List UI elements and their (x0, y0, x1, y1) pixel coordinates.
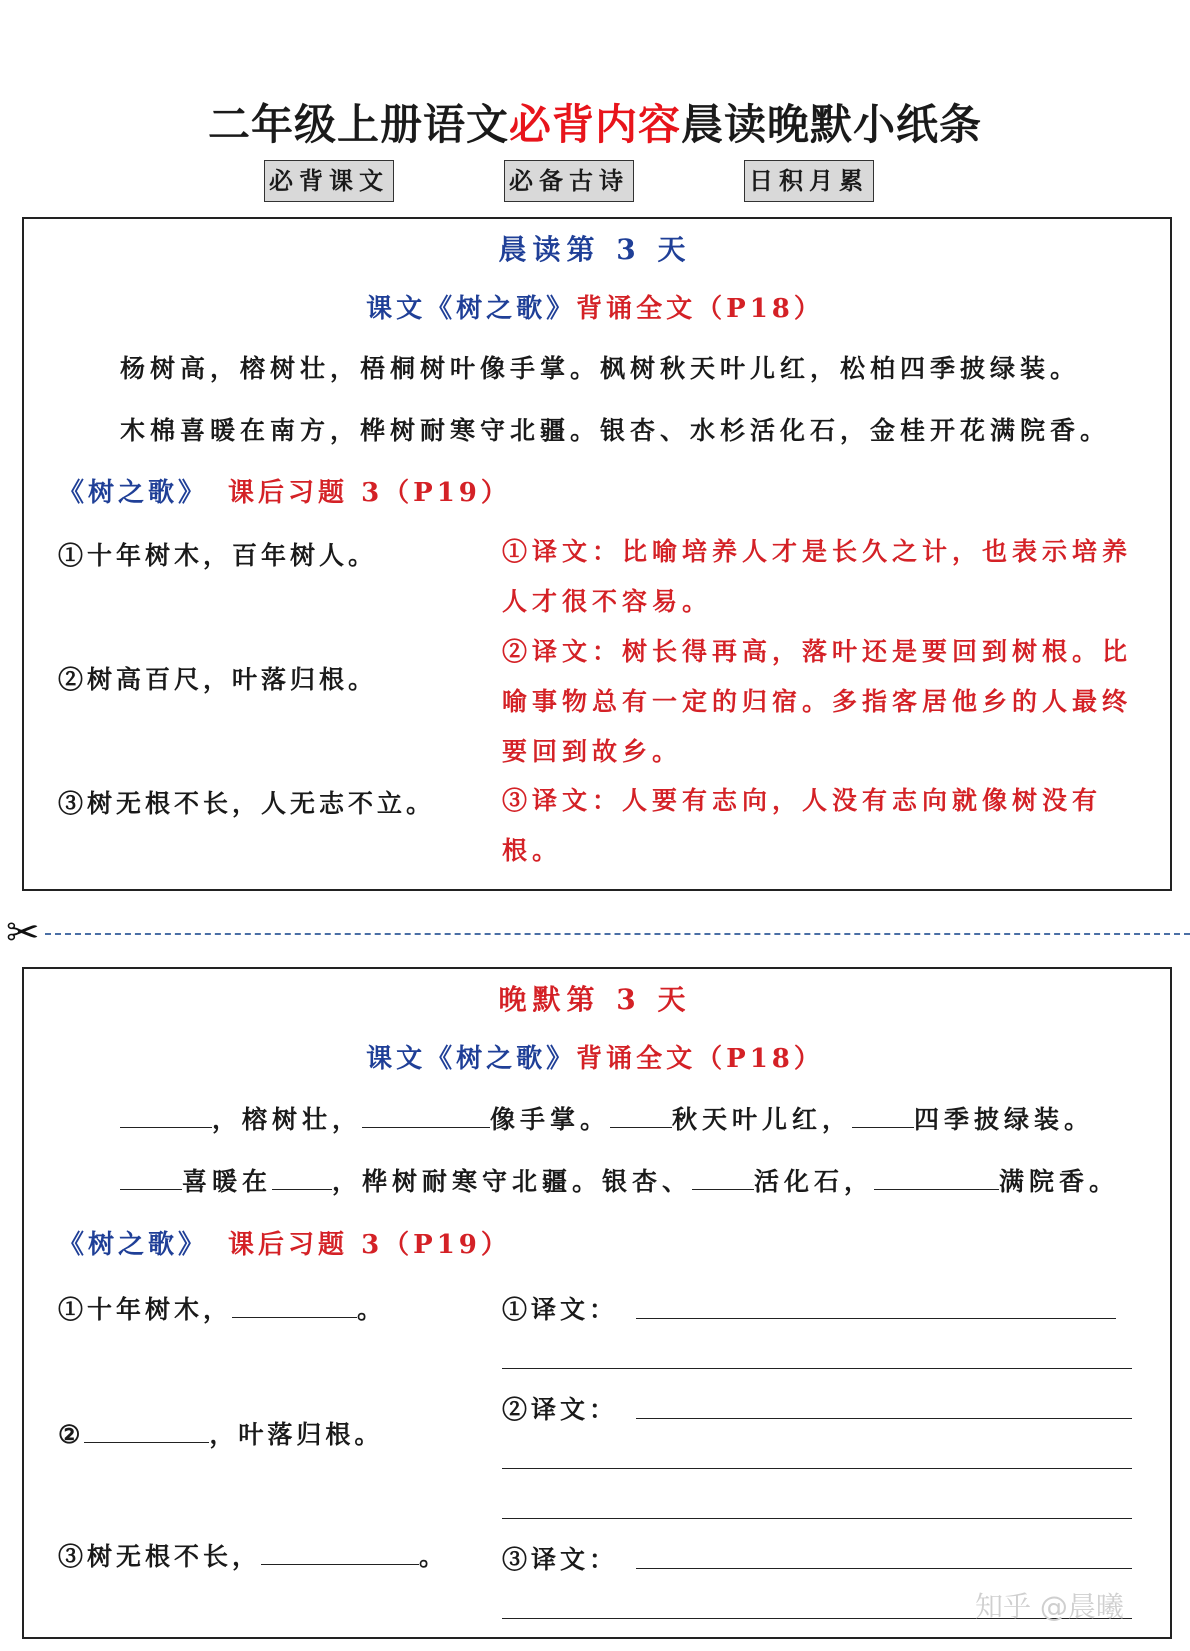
text-segment: 四季披绿装。 (914, 1105, 1095, 1134)
blank[interactable] (852, 1103, 914, 1128)
morning-heading: 晨读第 3 天 (498, 233, 692, 266)
text-segment: 喜暖在 (182, 1167, 273, 1196)
proverb-1: ①十年树木，百年树人。 (58, 541, 378, 570)
watermark: 知乎 @晨曦 (975, 1590, 1124, 1623)
question-2 (58, 1415, 383, 1451)
evening-exercise-title (58, 1224, 511, 1261)
poem-line-1: 杨树高，榕树壮，梧桐树叶像手掌。枫树秋天叶儿红，松柏四季披绿装。 (120, 354, 1081, 383)
scissors-icon: ✂ (6, 910, 40, 956)
translation-line[interactable] (502, 1468, 1132, 1469)
lesson-name: 课文《树之歌》 (366, 294, 577, 324)
translation-line[interactable] (502, 1368, 1132, 1369)
proverb-1-translation: ①译文：比喻培养人才是长久之计，也表示培养人才很不容易。 (502, 537, 1133, 616)
exercise-lesson: 《树之歌》 (58, 1230, 209, 1260)
translation-1-label: ①译文： (502, 1295, 619, 1324)
answer-blank[interactable] (232, 1293, 357, 1318)
blank[interactable] (120, 1165, 182, 1190)
poem-line-2: 木棉喜暖在南方，桦树耐寒守北疆。银杏、水杉活化石，金桂开花满院香。 (120, 416, 1111, 445)
answer-blank[interactable] (84, 1418, 209, 1443)
question-text: ③树无根不长， (58, 1542, 262, 1571)
lesson-instruction: 背诵全文（P18） (576, 1044, 824, 1074)
question-text: ，叶落归根。 (209, 1420, 384, 1449)
dictation-line-2 (120, 1162, 1119, 1198)
question-text: 。 (419, 1542, 449, 1571)
blank[interactable] (692, 1165, 754, 1190)
translation-line[interactable] (636, 1318, 1116, 1319)
title-part3: 晨读晚默小纸条 (681, 100, 983, 149)
question-text: 。 (357, 1295, 387, 1324)
answer-blank[interactable] (261, 1540, 419, 1565)
cut-line (45, 933, 1190, 935)
translation-line[interactable] (636, 1568, 1132, 1569)
proverb-3-translation: ③译文：人要有志向，人没有志向就像树没有根。 (502, 786, 1103, 865)
blank[interactable] (272, 1165, 332, 1190)
evening-lesson-title (22, 1038, 1168, 1075)
exercise-label: 课后习题 3（P19） (228, 478, 511, 508)
question-text: ①十年树木， (58, 1295, 233, 1324)
question-3 (58, 1537, 448, 1573)
tag-required-texts: 必背课文 (264, 160, 394, 202)
title-highlight: 必背内容 (508, 100, 681, 149)
title-part1: 二年级上册语文 (207, 100, 509, 149)
lesson-instruction: 背诵全文（P18） (576, 294, 824, 324)
translation-2-label: ②译文： (502, 1395, 619, 1424)
proverb-2-translation: ②译文：树长得再高，落叶还是要回到树根。比喻事物总有一定的归宿。多指客居他乡的人最终要回到故乡。 (502, 637, 1133, 766)
question-1 (58, 1290, 386, 1326)
translation-3-label: ③译文： (502, 1545, 619, 1574)
text-segment: ，榕树壮， (212, 1105, 363, 1134)
text-segment: 像手掌。 (490, 1105, 611, 1134)
evening-heading: 晚默第 3 天 (498, 983, 692, 1016)
morning-lesson-title (22, 288, 1168, 325)
text-segment: 活化石， (754, 1167, 875, 1196)
translation-line[interactable] (636, 1418, 1132, 1419)
text-segment: ，桦树耐寒守北疆。银杏、 (332, 1167, 693, 1196)
dictation-line-1 (120, 1100, 1094, 1136)
blank[interactable] (610, 1103, 672, 1128)
question-text: ② (58, 1420, 85, 1449)
blank[interactable] (362, 1103, 490, 1128)
blank[interactable] (874, 1165, 999, 1190)
text-segment: 满院香。 (999, 1167, 1120, 1196)
exercise-label: 课后习题 3（P19） (228, 1230, 511, 1260)
page-title (0, 92, 1190, 152)
text-segment: 秋天叶儿红， (672, 1105, 853, 1134)
blank[interactable] (120, 1103, 212, 1128)
tag-daily-accumulation: 日积月累 (744, 160, 874, 202)
tag-ancient-poems: 必备古诗 (504, 160, 634, 202)
proverb-2: ②树高百尺，叶落归根。 (58, 665, 378, 694)
morning-exercise-title (58, 472, 511, 509)
lesson-name: 课文《树之歌》 (366, 1044, 577, 1074)
translation-line[interactable] (502, 1518, 1132, 1519)
proverb-3: ③树无根不长，人无志不立。 (58, 789, 436, 818)
exercise-lesson: 《树之歌》 (58, 478, 209, 508)
